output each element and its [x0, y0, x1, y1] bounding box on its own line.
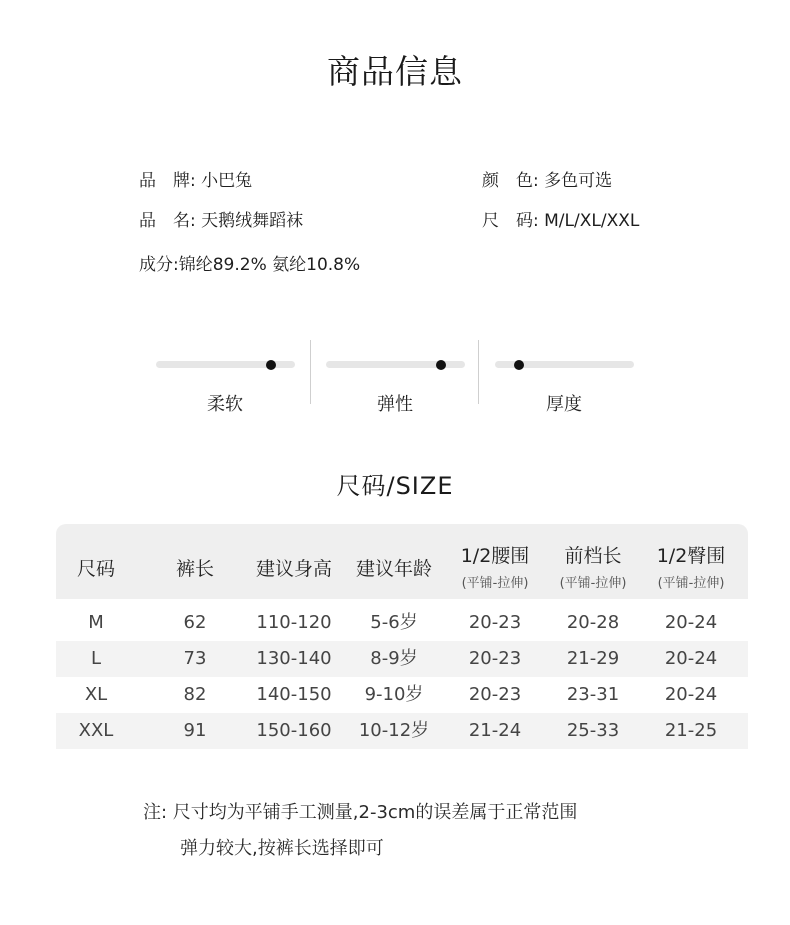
table-cell: XL: [84, 684, 108, 705]
table-cell: 140-150: [256, 684, 332, 705]
product-name-info: 品 名: 天鹅绒舞蹈袜: [139, 211, 304, 231]
brand-info: 品 牌: 小巴兔: [139, 171, 253, 191]
table-cell: 20-24: [664, 684, 718, 705]
table-row: [56, 605, 748, 641]
table-cell: L: [90, 648, 102, 669]
table-cell: 21-25: [664, 720, 718, 741]
table-cell: 20-23: [468, 648, 522, 669]
size-table: [56, 524, 748, 750]
table-cell: XXL: [78, 720, 114, 741]
table-row: [56, 677, 748, 713]
table-cell: 130-140: [256, 648, 332, 669]
table-cell: 25-33: [566, 720, 620, 741]
page-title: 商品信息: [327, 52, 463, 91]
header-front-rise: 前档长 (平铺-拉伸): [559, 545, 627, 591]
header-size: 尺码: [76, 558, 115, 580]
material-info: 成分:锦纶89.2% 氨纶10.8%: [139, 255, 361, 275]
table-cell: 150-160: [256, 720, 332, 741]
elasticity-indicator: [436, 360, 446, 370]
table-cell: 21-24: [468, 720, 522, 741]
softness-label: 柔软: [207, 394, 243, 415]
header-hip: 1/2臀围 (平铺-拉伸): [656, 545, 726, 591]
table-cell: 62: [183, 612, 207, 633]
table-cell: 5-6岁: [370, 612, 418, 633]
table-row: [56, 713, 748, 749]
table-cell: 110-120: [256, 612, 332, 633]
divider: [310, 340, 311, 404]
note-line-2: 弹力较大,按裤长选择即可: [180, 838, 384, 859]
divider: [478, 340, 479, 404]
thickness-indicator: [514, 360, 524, 370]
table-cell: 20-28: [566, 612, 620, 633]
table-cell: 82: [183, 684, 207, 705]
size-info: 尺 码: M/L/XL/XXL: [482, 211, 640, 231]
header-length: 裤长: [175, 558, 214, 580]
table-cell: M: [88, 612, 104, 633]
table-header: [56, 524, 748, 599]
table-cell: 20-23: [468, 612, 522, 633]
table-row: [56, 641, 748, 677]
table-cell: 73: [183, 648, 207, 669]
size-title: 尺码/SIZE: [336, 472, 454, 500]
table-cell: 20-24: [664, 612, 718, 633]
color-info: 颜 色: 多色可选: [482, 171, 613, 191]
elasticity-label: 弹性: [377, 394, 413, 415]
table-cell: 8-9岁: [370, 648, 418, 669]
header-age: 建议年龄: [355, 558, 432, 580]
note-line-1: 注: 尺寸均为平铺手工测量,2-3cm的误差属于正常范围: [143, 802, 578, 823]
table-cell: 20-23: [468, 684, 522, 705]
header-waist: 1/2腰围 (平铺-拉伸): [460, 545, 530, 591]
thickness-label: 厚度: [546, 394, 582, 415]
table-cell: 9-10岁: [364, 684, 424, 705]
table-cell: 21-29: [566, 648, 620, 669]
table-cell: 23-31: [566, 684, 620, 705]
softness-indicator: [266, 360, 276, 370]
header-height: 建议身高: [255, 558, 332, 580]
table-cell: 91: [183, 720, 207, 741]
table-cell: 10-12岁: [358, 720, 430, 741]
table-cell: 20-24: [664, 648, 718, 669]
